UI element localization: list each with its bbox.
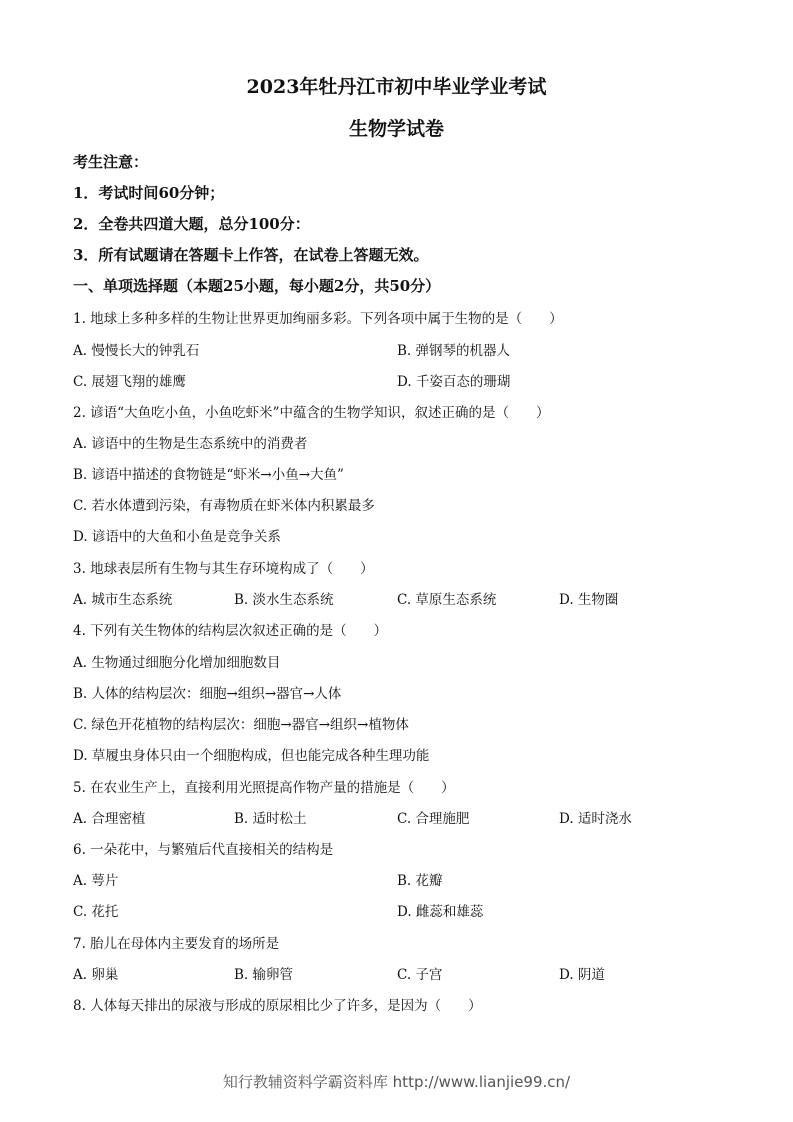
question-option: C. 展翅飞翔的雄鹰 (73, 374, 186, 390)
question-option: C. 合理施肥 (397, 811, 470, 827)
question-stem: 3. 地球表层所有生物与其生存环境构成了（ ） (73, 561, 374, 577)
question-option: D. 谚语中的大鱼和小鱼是竞争关系 (73, 529, 281, 545)
exam-subtitle: 生物学试卷 (348, 118, 444, 140)
question-option: A. 合理密植 (73, 811, 146, 827)
notice-item: 1．考试时间60分钟； (73, 184, 225, 202)
question-option: C. 花托 (73, 904, 119, 920)
question-option: A. 卵巢 (73, 967, 119, 983)
question-option: C. 绿色开花植物的结构层次：细胞→器官→组织→植物体 (73, 717, 409, 733)
notice-heading: 考生注意： (73, 153, 149, 171)
footer-watermark-text: 知行教辅资料学霸资料库 http://www.lianjie99.cn/ (222, 1073, 571, 1091)
question-option: B. 输卵管 (234, 967, 294, 983)
question-option: D. 阴道 (559, 967, 605, 983)
question-stem: 5. 在农业生产上，直接利用光照提高作物产量的措施是（ ） (73, 780, 455, 796)
question-option: C. 草原生态系统 (397, 592, 497, 608)
question-stem: 6. 一朵花中，与繁殖后代直接相关的结构是 (73, 842, 334, 858)
question-option: D. 草履虫身体只由一个细胞构成，但也能完成各种生理功能 (73, 748, 430, 764)
question-option: D. 生物圈 (559, 592, 619, 608)
question-stem: 8. 人体每天排出的尿液与形成的原尿相比少了许多，是因为（ ） (73, 998, 482, 1014)
question-option: B. 淡水生态系统 (234, 592, 334, 608)
question-option: B. 人体的结构层次：细胞→组织→器官→人体 (73, 686, 342, 702)
question-option: C. 子宫 (397, 967, 443, 983)
question-option: B. 弹钢琴的机器人 (397, 343, 511, 359)
question-option: B. 谚语中描述的食物链是“虾米→小鱼→大鱼” (73, 467, 344, 483)
notice-item: 2．全卷共四道大题，总分100分： (73, 215, 310, 233)
question-option: D. 适时浇水 (559, 811, 632, 827)
question-option: A. 慢慢长大的钟乳石 (73, 343, 200, 359)
question-option: B. 适时松土 (234, 811, 307, 827)
exam-title: 2023年牡丹江市初中毕业学业考试 (246, 76, 547, 98)
question-option: A. 生物通过细胞分化增加细胞数目 (73, 655, 281, 671)
question-option: D. 雌蕊和雄蕊 (397, 904, 484, 920)
question-stem: 1. 地球上多种多样的生物让世界更加绚丽多彩。下列各项中属于生物的是（ ） (73, 311, 563, 327)
question-stem: 7. 胎儿在母体内主要发育的场所是 (73, 936, 280, 952)
notice-item: 3．所有试题请在答题卡上作答，在试卷上答题无效。 (73, 246, 429, 264)
question-option: C. 若水体遭到污染，有毒物质在虾米体内积累最多 (73, 498, 375, 514)
question-stem: 2. 谚语“大鱼吃小鱼，小鱼吃虾米”中蕴含的生物学知识，叙述正确的是（ ） (73, 405, 550, 421)
question-option: A. 萼片 (73, 873, 119, 889)
question-option: A. 谚语中的生物是生态系统中的消费者 (73, 436, 308, 452)
question-stem: 4. 下列有关生物体的结构层次叙述正确的是（ ） (73, 623, 388, 639)
question-option: B. 花瓣 (397, 873, 443, 889)
question-option: A. 城市生态系统 (73, 592, 173, 608)
question-option: D. 千姿百态的珊瑚 (397, 374, 511, 390)
section-heading: 一、单项选择题（本题25小题，每小题2分，共50分） (73, 277, 441, 295)
